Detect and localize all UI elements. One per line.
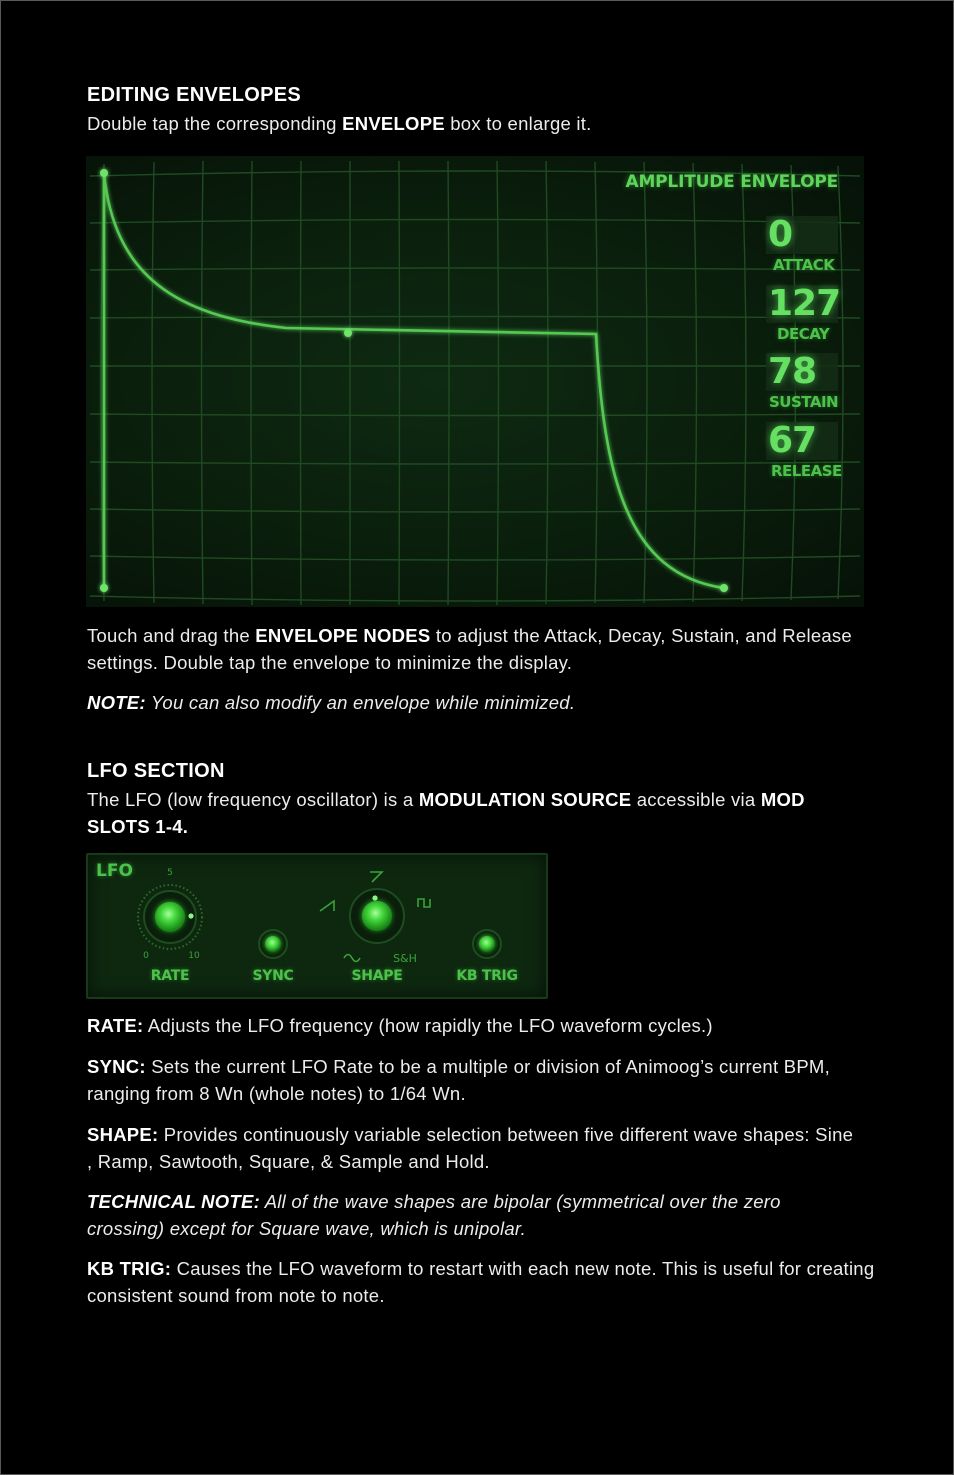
sync-label: SYNC xyxy=(252,968,294,984)
technical-note: TECHNICAL NOTE: All of the wave shapes are bipolar (symmetrical over the zero crossing) except for Square wave, which is unipolar. xyxy=(87,1191,781,1239)
attack-readout[interactable] xyxy=(766,216,840,274)
shape-label: SHAPE xyxy=(351,968,403,984)
start-node[interactable] xyxy=(100,584,108,592)
shape-knob[interactable] xyxy=(350,889,404,943)
attack-label: ATTACK xyxy=(773,256,835,274)
envelope-grid xyxy=(90,161,860,605)
square-wave-icon xyxy=(418,899,430,907)
envelope-title: AMPLITUDE ENVELOPE xyxy=(625,172,838,192)
rate-tick-min: 0 xyxy=(143,951,149,961)
kb-trig-description: KB TRIG: Causes the LFO waveform to restart with each new note. This is useful for creating consistent sound from note to note. xyxy=(87,1258,875,1306)
decay-readout[interactable] xyxy=(766,285,840,343)
rate-tick-max: 10 xyxy=(188,951,200,961)
sine-wave-icon xyxy=(344,955,360,962)
envelopes-body: Touch and drag the ENVELOPE NODES to adjust the Attack, Decay, Sustain, and Release settings. Double tap the envelope to minimize the display. xyxy=(87,625,852,673)
shape-sample-hold-label: S&H xyxy=(393,952,417,965)
attack-node[interactable] xyxy=(100,169,108,177)
kb-trig-toggle[interactable] xyxy=(473,930,501,958)
decay-label: DECAY xyxy=(777,325,830,343)
release-value[interactable]: 67 xyxy=(766,422,838,460)
sustain-readout[interactable] xyxy=(766,353,840,411)
sync-toggle[interactable] xyxy=(259,930,287,958)
envelope-curve xyxy=(104,173,724,588)
sawtooth-wave-icon xyxy=(370,872,382,882)
sync-description: SYNC: Sets the current LFO Rate to be a multiple or division of Animoog’s current BPM, ranging from 8 Wn (whole notes) to 1/64 Wn. xyxy=(87,1056,830,1104)
envelopes-intro: Double tap the corresponding ENVELOPE box to enlarge it. xyxy=(87,113,592,134)
lfo-heading: LFO SECTION xyxy=(87,760,225,782)
release-node[interactable] xyxy=(720,584,728,592)
ramp-wave-icon xyxy=(320,901,334,911)
envelopes-note: NOTE: You can also modify an envelope while minimized. xyxy=(87,692,576,713)
rate-label: RATE xyxy=(150,968,190,984)
envelope-nodes[interactable] xyxy=(100,169,728,592)
sustain-value[interactable]: 78 xyxy=(766,353,838,391)
rate-description: RATE: Adjusts the LFO frequency (how rapidly the LFO waveform cycles.) xyxy=(87,1015,713,1036)
sustain-label: SUSTAIN xyxy=(769,393,839,411)
amplitude-envelope-panel[interactable] xyxy=(86,156,864,607)
lfo-panel xyxy=(86,853,548,999)
shape-description: SHAPE: Provides continuously variable selection between five different wave shapes: Sine , Ramp, Sawtooth, Square, & Sample and Hold. xyxy=(87,1124,854,1172)
release-readout[interactable] xyxy=(766,422,840,480)
rate-knob[interactable] xyxy=(138,885,202,949)
kb-trig-label: KB TRIG xyxy=(456,968,518,984)
lfo-intro: The LFO (low frequency oscillator) is a MODULATION SOURCE accessible via MOD SLOTS 1-4. xyxy=(87,789,805,837)
attack-value[interactable]: 0 xyxy=(766,216,838,254)
decay-value[interactable]: 127 xyxy=(768,283,841,324)
lfo-title: LFO xyxy=(96,861,133,881)
rate-tick-mid: 5 xyxy=(167,868,173,878)
envelope-graph[interactable] xyxy=(86,156,864,607)
envelopes-heading: EDITING ENVELOPES xyxy=(87,84,302,106)
release-label: RELEASE xyxy=(771,462,842,480)
decay-node[interactable] xyxy=(344,329,352,337)
